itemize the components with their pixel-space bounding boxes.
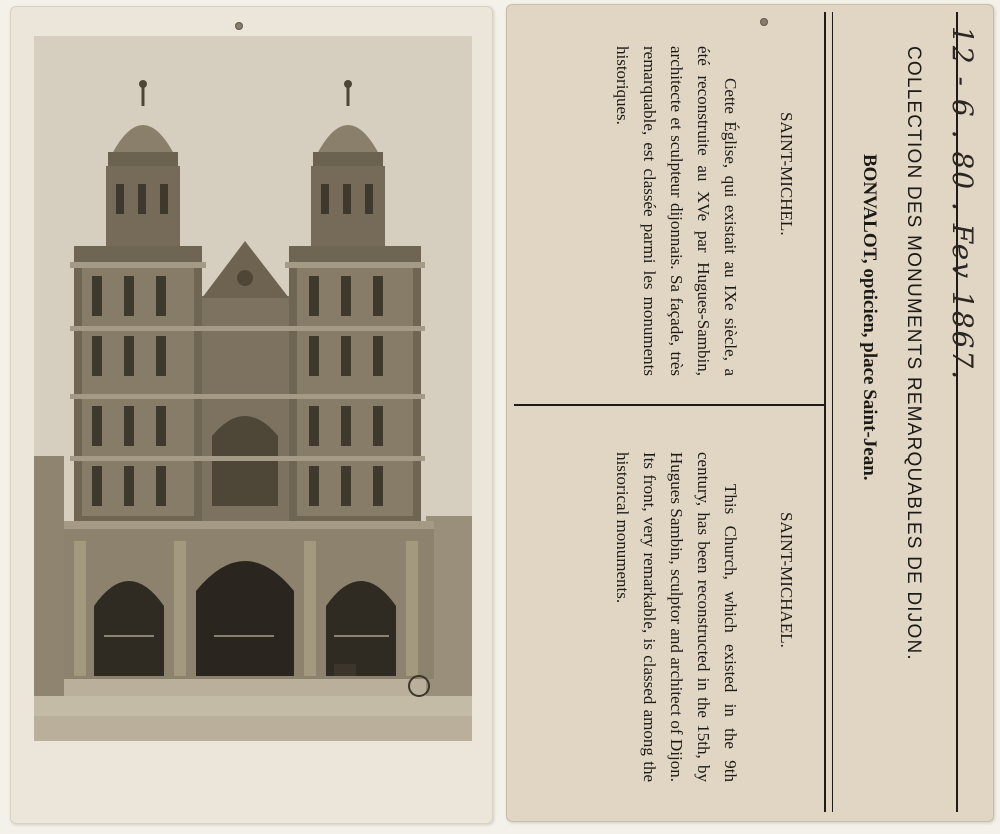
collection-title: COLLECTION DES MONUMENTS REMARQUABLES DE DIJON. [903, 46, 924, 661]
photo-card-front [10, 6, 493, 824]
heading-french: SAINT-MICHEL. [777, 112, 796, 236]
church-facade-illustration [34, 36, 472, 741]
description-english-text: This Church, which existed in the 9th century, has been reconstructed in the 15th, by Hugues Sambin, sculptor and architect of Dijon. Its front, very remarkable, is classed among the historical monuments. [613, 452, 740, 782]
description-french-text: Cette Église, qui existait au IXe siècle, a été reconstruite au XVe par Hugues-Sambin, architecte et sculpteur dijonnais. Sa façade, très remarquable, est classée parmi les monuments historiques. [613, 46, 740, 376]
handwritten-note: 12 - 6 . 80 . Fev 1867. [946, 26, 979, 382]
church-photograph [34, 36, 472, 741]
description-english [609, 452, 744, 782]
description-french [609, 46, 744, 376]
heading-english: SAINT-MICHAEL. [777, 512, 796, 648]
divider-line-middle [514, 404, 824, 406]
divider-line-left [824, 12, 826, 812]
punch-hole [235, 22, 243, 30]
divider-line-left-thin [832, 12, 833, 812]
publisher-line: BONVALOT, opticien, place Saint-Jean. [859, 154, 880, 481]
punch-hole [760, 18, 768, 26]
photo-card-back [506, 4, 994, 822]
